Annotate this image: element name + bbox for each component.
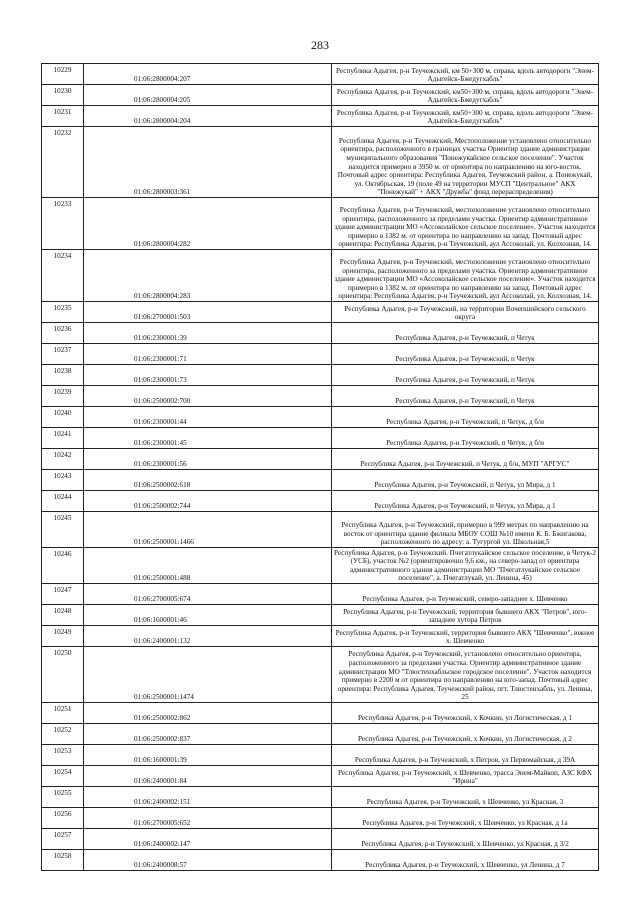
cadastral-number: 01:06:2400002:147: [84, 829, 332, 850]
row-number: 10248: [42, 605, 84, 626]
address-cell: Республика Адыгея, р-н Теучежский, п Четук: [332, 386, 599, 407]
row-number: 10239: [42, 386, 84, 407]
address-cell: Республика Адыгея, р-н Теучежский, п Четук, д б/н, МУП "АРГУС": [332, 449, 599, 470]
row-number: 10240: [42, 407, 84, 428]
row-number: 10256: [42, 808, 84, 829]
row-number: 10229: [42, 64, 84, 85]
table-row: [42, 407, 599, 428]
cadastral-number: 01:06:2300001:44: [84, 407, 332, 428]
row-number: 10244: [42, 491, 84, 512]
table-row: [42, 198, 599, 250]
cadastral-number: 01:06:2500002:700: [84, 386, 332, 407]
cadastral-number: 01:06:2500002:862: [84, 703, 332, 724]
cadastral-number: 01:06:2800004:207: [84, 64, 332, 85]
address-cell: Республика Адыгея, р-н Теучежский, Местоположение установлено относительно ориентира, расположенного в границах участка Ориентир здание администрации муниципального образования "Понежукайское сельское поселение". Участок находится примерно в 3950 м. от ориентира по направлению на юго-восток. Почтовый адрес ориентира: Республика Адыгея, Теучежский район, а. Понежукай, ул. Октябрьская, 19 (поле 49 на территории МУСП "Центральное" АКХ "Понежукай" + АКХ "Дружба" фонд перераспределения): [332, 127, 599, 198]
table-row: [42, 491, 599, 512]
cadastral-number: 01:06:2400001:132: [84, 626, 332, 647]
address-cell: Республика Адыгея, р-н Теучежский, км50+300 м, справа, вдоль автодороги "Энем-Адыгейск-Бжедугхабль": [332, 106, 599, 127]
cadastral-number: 01:06:1600001:46: [84, 605, 332, 626]
row-number: 10232: [42, 127, 84, 198]
table-row: [42, 703, 599, 724]
row-number: 10247: [42, 584, 84, 605]
address-cell: Республика Адыгея, р-н Теучежский, п Четук, д б/н: [332, 428, 599, 449]
table-row: [42, 850, 599, 871]
cadastral-number: 01:06:2500001:488: [84, 548, 332, 584]
row-number: 10258: [42, 850, 84, 871]
table-row: [42, 787, 599, 808]
table-row: [42, 127, 599, 198]
table-row: [42, 323, 599, 344]
cadastral-number: 01:06:2700005:674: [84, 584, 332, 605]
row-number: 10241: [42, 428, 84, 449]
table-row: [42, 724, 599, 745]
address-cell: Республика Адыгея, р-н Теучежский, х Шевченко, ул Красная, д 1а: [332, 808, 599, 829]
row-number: 10234: [42, 250, 84, 302]
cadastral-number: 01:06:2800003:361: [84, 127, 332, 198]
table-body: [42, 64, 599, 871]
table-row: [42, 344, 599, 365]
address-cell: Республика Адыгея, р-н Теучежский, местоположение установлено относительно ориентира, расположенного за пределами участка. Ориентир административное здание администрации МО «Ассоколайское сельское поселение». Участок находится примерно в 1382 м. от ориентира по направлению на запад. Почтовый адрес ориентира: Республика Адыгея, р-н Теучежский, аул Ассоколай, ул. Колхозная, 14.: [332, 198, 599, 250]
address-cell: Республика Адыгея, р-н Теучежский, территория бывшего АКХ "Шевченко", южнее х. Шевченко: [332, 626, 599, 647]
table-row: [42, 302, 599, 323]
address-cell: Республика Адыгея, р-н Теучежский, п Четук: [332, 323, 599, 344]
cadastral-number: 01:06:2300001:45: [84, 428, 332, 449]
address-cell: Республика Адыгея, р-н Теучежский, х Кочкин, ул Логистическая, д 1: [332, 703, 599, 724]
row-number: 10233: [42, 198, 84, 250]
cadastral-number: 01:06:2300001:73: [84, 365, 332, 386]
address-cell: Республика Адыгея, р-н Теучежский, км 50+300 м, справа, вдоль автодороги "Энем-Адыгейск-Бжедугхабль": [332, 64, 599, 85]
address-cell: Республика Адыгея, р-н Теучежский, х Шевченко, ул Ленина, д 7: [332, 850, 599, 871]
address-cell: Республика Адыгея, р-н Теучежский, п Четук, д б/н: [332, 407, 599, 428]
address-cell: Республика Адыгея, р-н Теучежский, км50+300 м, справа, вдоль автодороги "Энем-Адыгейск-Бжедугхабль": [332, 85, 599, 106]
table-row: [42, 470, 599, 491]
table-row: [42, 512, 599, 548]
row-number: 10255: [42, 787, 84, 808]
cadastral-number: 01:06:2500001:1466: [84, 512, 332, 548]
row-number: 10245: [42, 512, 84, 548]
table-row: [42, 449, 599, 470]
cadastral-number: 01:06:2300001:39: [84, 323, 332, 344]
address-cell: Республика Адыгея, р-н Теучежский, п Четук: [332, 344, 599, 365]
table-row: [42, 766, 599, 787]
row-number: 10243: [42, 470, 84, 491]
row-number: 10236: [42, 323, 84, 344]
cadastral-number: 01:06:2800004:283: [84, 250, 332, 302]
cadastral-number: 01:06:2400008:57: [84, 850, 332, 871]
table-row: [42, 250, 599, 302]
table-row: [42, 605, 599, 626]
row-number: 10238: [42, 365, 84, 386]
row-number: 10230: [42, 85, 84, 106]
cadastral-number: 01:06:2700005:652: [84, 808, 332, 829]
table-row: [42, 85, 599, 106]
cadastral-number: 01:06:2400002:151: [84, 787, 332, 808]
cadastral-number: 01:06:2500002:837: [84, 724, 332, 745]
address-cell: Республика Адыгея, р-н Теучежский, п Четук: [332, 365, 599, 386]
table-row: [42, 626, 599, 647]
table-row: [42, 829, 599, 850]
address-cell: Республика Адыгея, р-н Теучежский, п Четук, ул Мира, д 1: [332, 470, 599, 491]
land-register-table: [41, 63, 599, 871]
address-cell: Республика Адыгея, р-н Теучежский, на территории Вочепшийского сельского округа: [332, 302, 599, 323]
cadastral-number: 01:06:2500002:618: [84, 470, 332, 491]
table-row: [42, 106, 599, 127]
row-number: 10237: [42, 344, 84, 365]
row-number: 10253: [42, 745, 84, 766]
cadastral-number: 01:06:2500001:1474: [84, 647, 332, 703]
row-number: 10257: [42, 829, 84, 850]
address-cell: Республика Адыгея, р-н Теучежский, территория бывшего АКХ "Петров", юго-западнее хутора Петров: [332, 605, 599, 626]
cadastral-number: 01:06:2800004:282: [84, 198, 332, 250]
address-cell: Республика Адыгея, р-н Теучежский, х Кочкин, ул Логистическая, д 2: [332, 724, 599, 745]
row-number: 10235: [42, 302, 84, 323]
address-cell: Республика Адыгея, р-н Теучежский, х Петров, ул Первомайская, д 39А: [332, 745, 599, 766]
row-number: 10254: [42, 766, 84, 787]
row-number: 10231: [42, 106, 84, 127]
row-number: 10252: [42, 724, 84, 745]
table-row: [42, 808, 599, 829]
row-number: 10249: [42, 626, 84, 647]
address-cell: Республика Адыгея, р-н Теучежский, примерно в 999 метрах по направлению на восток от ориентира здание филиала МБОУ СОШ №10 имени К. Б. Бжигакова, расположенного по адресу: а. Тугургой ул. Школьная,5: [332, 512, 599, 548]
table-row: [42, 647, 599, 703]
cadastral-number: 01:06:2300001:71: [84, 344, 332, 365]
page-number: 283: [311, 38, 329, 52]
table-row: [42, 428, 599, 449]
cadastral-number: 01:06:2700001:503: [84, 302, 332, 323]
table-row: [42, 64, 599, 85]
address-cell: Республика Адыгея, р-н Теучежский, местоположение установлено относительно ориентира, расположенного за пределами участка. Ориентир административное здание администрации МО «Ассоколайское сельское поселение». Участок находится примерно в 1382 м. от ориентира по направлению на запад. Почтовый адрес ориентира: Республика Адыгея, р-н Теучежский, аул Ассоколай, ул. Колхозная, 14.: [332, 250, 599, 302]
row-number: 10246: [42, 548, 84, 584]
address-cell: Республика Адыгея, р-н Теучежский, х Шевченко, ул Красная, 3: [332, 787, 599, 808]
cadastral-number: 01:06:1600001:39: [84, 745, 332, 766]
address-cell: Республика Адыгея, р-н Теучежский, северо-западнее х. Шевченко: [332, 584, 599, 605]
table-row: [42, 386, 599, 407]
row-number: 10242: [42, 449, 84, 470]
row-number: 10251: [42, 703, 84, 724]
table-row: [42, 745, 599, 766]
address-cell: Республика Адыгея, р-н Теучежский. Пчегатлукайское сельское поселение, в Четук-2 (УСБ), участок №2 (ориентировочно 9,6 км., на северо-запад от ориентира административного здания администрации МО "Пчегатлукайское сельское поселение", а. Пчегатлукай, ул. Ленина, 45): [332, 548, 599, 584]
address-cell: Республика Адыгея, р-н Теучежский, п Четук, ул Мира, д 1: [332, 491, 599, 512]
cadastral-number: 01:06:2400001:84: [84, 766, 332, 787]
address-cell: Республика Адыгея, р-н Теучежский, установлено относительно ориентира, расположенного за пределами участка. Ориентир административное здание администрации МО "Тлюстенхабльское городское поселение". Участок находится примерно в 2200 м от ориентира по направлению на юго-запад. Почтовый адрес ориентира: Республика Адыгея, Теучежский район, пгт. Тлюстенхабль, ул. Ленина, 25: [332, 647, 599, 703]
table-row: [42, 584, 599, 605]
table-row: [42, 548, 599, 584]
cadastral-number: 01:06:2800004:204: [84, 106, 332, 127]
cadastral-number: 01:06:2500002:744: [84, 491, 332, 512]
address-cell: Республика Адыгея, р-н Теучежский, х Шевченко, трасса Энем-Майкоп, АЗС КФХ "Ирина": [332, 766, 599, 787]
cadastral-number: 01:06:2300001:56: [84, 449, 332, 470]
cadastral-number: 01:06:2800004:205: [84, 85, 332, 106]
address-cell: Республика Адыгея, р-н Теучежский, х Шевченко, ул Красная, д 3/2: [332, 829, 599, 850]
row-number: 10250: [42, 647, 84, 703]
table-row: [42, 365, 599, 386]
